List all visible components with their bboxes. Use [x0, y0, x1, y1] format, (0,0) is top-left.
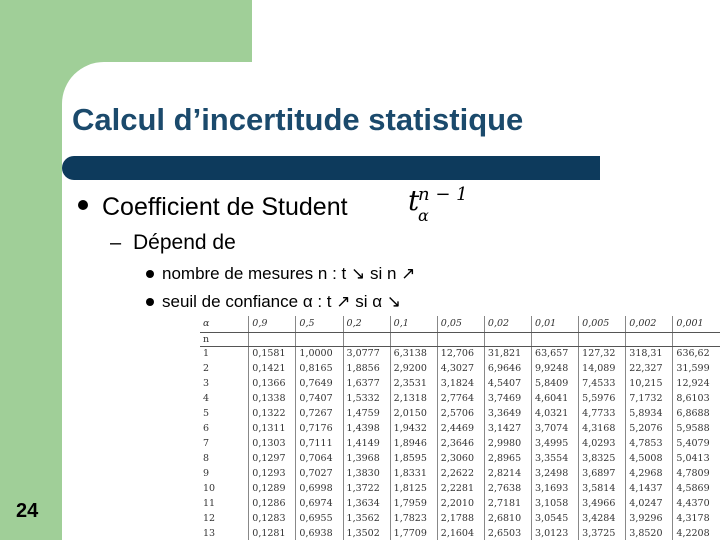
alpha-header: 0,01 — [532, 316, 579, 332]
table-cell: 4,3027 — [437, 361, 484, 376]
table-cell: 10,215 — [626, 376, 673, 391]
table-subheader-row — [200, 332, 720, 346]
table-cell: 1,3562 — [343, 511, 390, 526]
table-cell: 5,8934 — [626, 406, 673, 421]
table-cell: 4,3168 — [579, 421, 626, 436]
row-n: 2 — [203, 363, 210, 374]
alpha-header: 0,2 — [343, 316, 390, 332]
alpha-header: 0,1 — [390, 316, 437, 332]
bullet-dot — [146, 298, 154, 306]
table-cell: 3,7074 — [532, 421, 579, 436]
table-cell: 6,3138 — [390, 346, 437, 361]
table-cell: 4,5407 — [484, 376, 531, 391]
table-cell: 636,62 — [673, 346, 720, 361]
table-cell: 2,2622 — [437, 466, 484, 481]
table-cell: 0,1281 — [249, 526, 296, 540]
table-cell: 3,0545 — [532, 511, 579, 526]
table-cell: 2,3531 — [390, 376, 437, 391]
table-cell: 14,089 — [579, 361, 626, 376]
table-cell: 1,3634 — [343, 496, 390, 511]
empty-cell — [390, 332, 437, 346]
table-cell: 0,6938 — [296, 526, 343, 540]
table-cell: 0,1322 — [249, 406, 296, 421]
table-cell: 3,0123 — [532, 526, 579, 540]
row-n: 7 — [203, 438, 210, 449]
table-cell: 2,3060 — [437, 451, 484, 466]
table-cell: 2,9980 — [484, 436, 531, 451]
table-cell: 3,0777 — [343, 346, 390, 361]
table-cell: 7,1732 — [626, 391, 673, 406]
table-cell: 0,6974 — [296, 496, 343, 511]
bullet-coefficient-student: Coefficient de Student — [102, 193, 348, 221]
table-cell: 2,7764 — [437, 391, 484, 406]
table-cell: 2,5706 — [437, 406, 484, 421]
table-cell: 31,599 — [673, 361, 720, 376]
table-cell: 2,1604 — [437, 526, 484, 540]
table-cell: 4,0321 — [532, 406, 579, 421]
title-underline-bar — [62, 156, 600, 180]
table-row — [200, 391, 720, 406]
row-n: 1 — [203, 348, 210, 360]
table-row — [200, 466, 720, 481]
row-n: 5 — [203, 408, 210, 419]
row-n: 3 — [203, 378, 210, 389]
table-cell: 6,8688 — [673, 406, 720, 421]
table-cell: 2,7181 — [484, 496, 531, 511]
table-header-row — [200, 316, 720, 332]
table-cell: 2,8965 — [484, 451, 531, 466]
table-cell: 2,7638 — [484, 481, 531, 496]
table-cell: 3,1058 — [532, 496, 579, 511]
table-row — [200, 346, 720, 361]
row-n: 6 — [203, 423, 210, 434]
alpha-header: 0,005 — [579, 316, 626, 332]
table-cell: 0,6955 — [296, 511, 343, 526]
table-cell: 4,1437 — [626, 481, 673, 496]
table-cell: 1,4149 — [343, 436, 390, 451]
table-row — [200, 481, 720, 496]
table-cell: 3,4995 — [532, 436, 579, 451]
table-cell: 5,4079 — [673, 436, 720, 451]
table-cell: 0,1303 — [249, 436, 296, 451]
table-cell: 0,7267 — [296, 406, 343, 421]
table-cell: 8,6103 — [673, 391, 720, 406]
alpha-header: 0,002 — [626, 316, 673, 332]
table-cell: 1,6377 — [343, 376, 390, 391]
table-cell: 2,6810 — [484, 511, 531, 526]
table-cell: 2,4469 — [437, 421, 484, 436]
table-cell: 0,1286 — [249, 496, 296, 511]
empty-cell — [437, 332, 484, 346]
table-cell: 5,2076 — [626, 421, 673, 436]
table-cell: 2,9200 — [390, 361, 437, 376]
table-cell: 4,2208 — [673, 526, 720, 540]
table-cell: 1,0000 — [296, 346, 343, 361]
table-cell: 1,8856 — [343, 361, 390, 376]
table-row — [200, 451, 720, 466]
table-cell: 5,0413 — [673, 451, 720, 466]
table-cell: 5,5976 — [579, 391, 626, 406]
table-cell: 4,4370 — [673, 496, 720, 511]
table-cell: 4,5008 — [626, 451, 673, 466]
item-nombre-mesures: nombre de mesures n : t ↘ si n ↗ — [162, 264, 416, 283]
table-cell: 9,9248 — [532, 361, 579, 376]
table-cell: 3,9296 — [626, 511, 673, 526]
bullet-dot — [78, 200, 88, 210]
table-cell: 0,7064 — [296, 451, 343, 466]
table-cell: 2,6503 — [484, 526, 531, 540]
table-cell: 5,8409 — [532, 376, 579, 391]
alpha-header: 0,5 — [296, 316, 343, 332]
table-cell: 0,1297 — [249, 451, 296, 466]
table-cell: 3,3554 — [532, 451, 579, 466]
empty-cell — [296, 332, 343, 346]
table-cell: 3,2498 — [532, 466, 579, 481]
alpha-header: 0,02 — [484, 316, 531, 332]
table-cell: 12,924 — [673, 376, 720, 391]
empty-cell — [626, 332, 673, 346]
page-number: 24 — [16, 500, 39, 522]
table-cell: 2,1318 — [390, 391, 437, 406]
table-cell: 1,5332 — [343, 391, 390, 406]
sub-heading-depend: Dépend de — [133, 231, 236, 254]
table-cell: 4,7733 — [579, 406, 626, 421]
table-cell: 4,3178 — [673, 511, 720, 526]
table-cell: 4,7809 — [673, 466, 720, 481]
table-cell: 1,7959 — [390, 496, 437, 511]
empty-cell — [249, 332, 296, 346]
empty-cell — [673, 332, 720, 346]
table-cell: 5,9588 — [673, 421, 720, 436]
table-cell: 3,1427 — [484, 421, 531, 436]
formula-base: t — [408, 184, 420, 217]
student-formula — [408, 184, 468, 225]
table-row — [200, 361, 720, 376]
table-cell: 0,1289 — [249, 481, 296, 496]
table-cell: 0,6998 — [296, 481, 343, 496]
sub-bullet-dash: – — [110, 232, 122, 254]
table-row — [200, 511, 720, 526]
table-cell: 4,6041 — [532, 391, 579, 406]
empty-cell — [532, 332, 579, 346]
empty-cell — [343, 332, 390, 346]
table-cell: 1,7709 — [390, 526, 437, 540]
alpha-label: α — [200, 316, 249, 332]
decor-green-left-strip — [0, 0, 62, 540]
table-cell: 1,7823 — [390, 511, 437, 526]
table-cell: 3,7469 — [484, 391, 531, 406]
table-cell: 1,8946 — [390, 436, 437, 451]
table-cell: 3,1824 — [437, 376, 484, 391]
table-cell: 4,7853 — [626, 436, 673, 451]
table-cell: 3,4284 — [579, 511, 626, 526]
row-n: 9 — [203, 468, 210, 479]
table-cell: 1,9432 — [390, 421, 437, 436]
table-cell: 22,327 — [626, 361, 673, 376]
alpha-header: 0,9 — [249, 316, 296, 332]
table-cell: 3,5814 — [579, 481, 626, 496]
row-n: 11 — [203, 498, 216, 509]
table-cell: 0,1338 — [249, 391, 296, 406]
table-cell: 0,1283 — [249, 511, 296, 526]
table-row — [200, 436, 720, 451]
table-cell: 3,3649 — [484, 406, 531, 421]
table-cell: 0,7649 — [296, 376, 343, 391]
alpha-header: 0,001 — [673, 316, 720, 332]
row-n: 8 — [203, 453, 210, 464]
table-cell: 1,3830 — [343, 466, 390, 481]
table-row — [200, 421, 720, 436]
table-cell: 318,31 — [626, 346, 673, 361]
formula-subscript: α — [418, 206, 429, 225]
table-cell: 1,3502 — [343, 526, 390, 540]
table-cell: 3,6897 — [579, 466, 626, 481]
table-cell: 3,8520 — [626, 526, 673, 540]
table-cell: 0,1293 — [249, 466, 296, 481]
table-cell: 0,7111 — [296, 436, 343, 451]
table-cell: 4,5869 — [673, 481, 720, 496]
table-cell: 1,3722 — [343, 481, 390, 496]
empty-cell — [484, 332, 531, 346]
table-cell: 1,8331 — [390, 466, 437, 481]
table-cell: 31,821 — [484, 346, 531, 361]
table-cell: 6,9646 — [484, 361, 531, 376]
table-cell: 4,2968 — [626, 466, 673, 481]
student-table — [200, 316, 720, 540]
table-cell: 3,3725 — [579, 526, 626, 540]
n-label: n — [200, 332, 249, 346]
empty-cell — [579, 332, 626, 346]
table-cell: 0,1311 — [249, 421, 296, 436]
table-cell: 2,2010 — [437, 496, 484, 511]
row-n: 10 — [203, 483, 216, 494]
table-cell: 1,8595 — [390, 451, 437, 466]
row-n: 12 — [203, 513, 216, 524]
table-cell: 2,8214 — [484, 466, 531, 481]
table-cell: 2,2281 — [437, 481, 484, 496]
table-cell: 12,706 — [437, 346, 484, 361]
table-row — [200, 376, 720, 391]
formula-superscript: n − 1 — [418, 184, 468, 205]
table-row — [200, 526, 720, 540]
table-cell: 0,1366 — [249, 376, 296, 391]
table-row — [200, 406, 720, 421]
table-cell: 4,0293 — [579, 436, 626, 451]
table-cell: 2,0150 — [390, 406, 437, 421]
table-row — [200, 496, 720, 511]
table-cell: 1,8125 — [390, 481, 437, 496]
table-cell: 0,1421 — [249, 361, 296, 376]
table-cell: 3,1693 — [532, 481, 579, 496]
table-cell: 3,4966 — [579, 496, 626, 511]
table-cell: 4,0247 — [626, 496, 673, 511]
table-cell: 0,7407 — [296, 391, 343, 406]
table-cell: 2,3646 — [437, 436, 484, 451]
row-n: 13 — [203, 528, 216, 539]
table-cell: 3,8325 — [579, 451, 626, 466]
row-n: 4 — [203, 393, 210, 404]
table-cell: 0,7176 — [296, 421, 343, 436]
table-cell: 63,657 — [532, 346, 579, 361]
slide-title: Calcul d’incertitude statistique — [72, 102, 524, 137]
table-cell: 0,8165 — [296, 361, 343, 376]
table-cell: 0,1581 — [249, 346, 296, 361]
table-cell: 2,1788 — [437, 511, 484, 526]
alpha-header: 0,05 — [437, 316, 484, 332]
table-cell: 7,4533 — [579, 376, 626, 391]
table-cell: 1,3968 — [343, 451, 390, 466]
item-seuil-confiance: seuil de confiance α : t ↗ si α ↘ — [162, 292, 402, 311]
table-cell: 0,7027 — [296, 466, 343, 481]
table-cell: 1,4398 — [343, 421, 390, 436]
table-cell: 127,32 — [579, 346, 626, 361]
table-cell: 1,4759 — [343, 406, 390, 421]
bullet-dot — [146, 270, 154, 278]
